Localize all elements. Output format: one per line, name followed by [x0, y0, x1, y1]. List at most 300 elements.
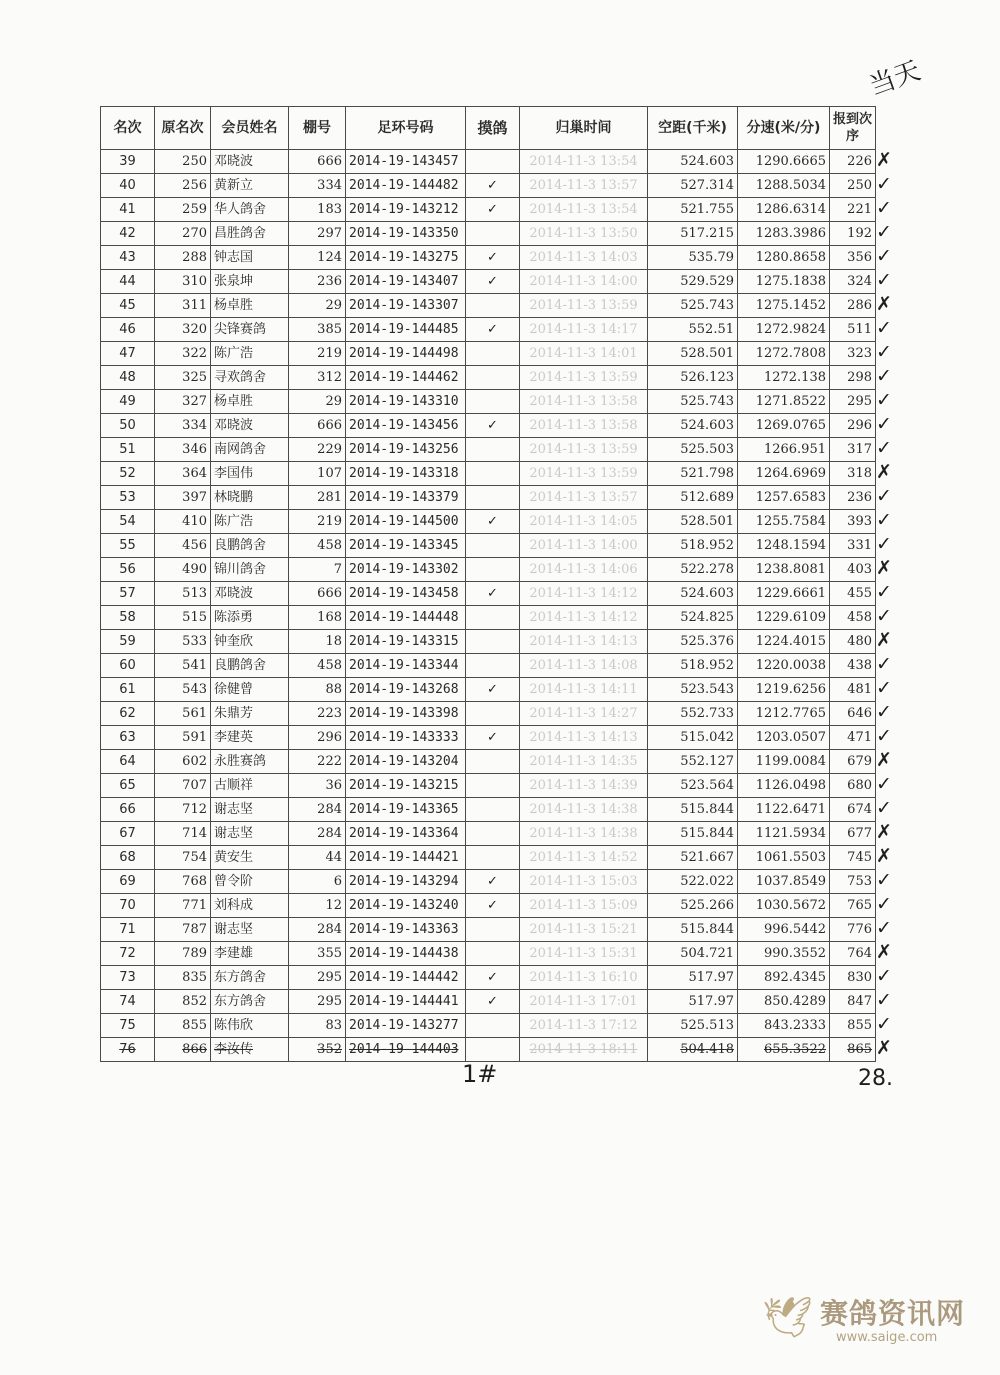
cell-loft-number: 284	[289, 918, 346, 942]
cell-report-order: 296	[830, 414, 876, 438]
cell-ring-number: 2014-19-144448	[346, 606, 466, 630]
cell-handled-mark	[466, 1014, 520, 1038]
cell-handled-mark	[466, 1038, 520, 1062]
cell-ring-number: 2014-19-143457	[346, 150, 466, 174]
cell-handled-mark: ✓	[466, 870, 520, 894]
cell-speed: 990.3552	[738, 942, 830, 966]
table-row	[101, 918, 876, 942]
cell-arrival-time: 2014-11-3 17:12	[520, 1014, 648, 1038]
cell-report-order: 323	[830, 342, 876, 366]
table-row	[101, 246, 876, 270]
cell-report-order: 356	[830, 246, 876, 270]
cell-member-name: 李建雄	[211, 942, 289, 966]
header-distance: 空距(千米)	[648, 107, 738, 150]
cell-member-name: 朱鼎芳	[211, 702, 289, 726]
cell-original-rank: 270	[155, 222, 211, 246]
table-row	[101, 678, 876, 702]
cell-arrival-time: 2014-11-3 13:57	[520, 486, 648, 510]
cell-rank: 54	[101, 510, 155, 534]
cell-report-order: 776	[830, 918, 876, 942]
cell-arrival-time: 2014-11-3 14:38	[520, 798, 648, 822]
side-check-mark-icon: ✓	[876, 341, 892, 363]
cell-rank: 56	[101, 558, 155, 582]
cell-rank: 59	[101, 630, 155, 654]
cell-original-rank: 320	[155, 318, 211, 342]
side-check-mark-icon: ✓	[876, 917, 892, 939]
handwritten-sheet-number: 1#	[462, 1060, 498, 1088]
cell-rank: 45	[101, 294, 155, 318]
cell-report-order: 680	[830, 774, 876, 798]
cell-rank: 62	[101, 702, 155, 726]
cell-report-order: 471	[830, 726, 876, 750]
side-check-column	[876, 148, 902, 1060]
cell-original-rank: 855	[155, 1014, 211, 1038]
cell-original-rank: 754	[155, 846, 211, 870]
cell-original-rank: 714	[155, 822, 211, 846]
cell-member-name: 陈伟欣	[211, 1014, 289, 1038]
side-cross-mark-icon: ✗	[876, 557, 892, 579]
cell-ring-number: 2014-19-144482	[346, 174, 466, 198]
cell-member-name: 刘科成	[211, 894, 289, 918]
cell-rank: 71	[101, 918, 155, 942]
table-row	[101, 270, 876, 294]
side-check-mark-icon: ✓	[876, 1013, 892, 1035]
cell-original-rank: 789	[155, 942, 211, 966]
cell-rank: 70	[101, 894, 155, 918]
cell-handled-mark	[466, 438, 520, 462]
cell-distance: 528.501	[648, 510, 738, 534]
cell-loft-number: 44	[289, 846, 346, 870]
cell-ring-number: 2014-19-143294	[346, 870, 466, 894]
cell-distance: 525.376	[648, 630, 738, 654]
cell-rank: 67	[101, 822, 155, 846]
cell-arrival-time: 2014-11-3 14:01	[520, 342, 648, 366]
cell-original-rank: 866	[155, 1038, 211, 1062]
cell-distance: 528.501	[648, 342, 738, 366]
header-handled: 摸鸽	[466, 107, 520, 150]
header-member-name: 会员姓名	[211, 107, 289, 150]
cell-loft-number: 219	[289, 342, 346, 366]
cell-arrival-time: 2014-11-3 14:13	[520, 630, 648, 654]
cell-handled-mark: ✓	[466, 966, 520, 990]
cell-member-name: 陈广浩	[211, 342, 289, 366]
cell-handled-mark: ✓	[466, 894, 520, 918]
cell-handled-mark: ✓	[466, 270, 520, 294]
cell-handled-mark	[466, 558, 520, 582]
cell-ring-number: 2014-19-143456	[346, 414, 466, 438]
cell-ring-number: 2014-19-144498	[346, 342, 466, 366]
cell-member-name: 徐健曾	[211, 678, 289, 702]
table-row	[101, 630, 876, 654]
cell-report-order: 403	[830, 558, 876, 582]
cell-ring-number: 2014-19-144442	[346, 966, 466, 990]
cell-speed: 1238.8081	[738, 558, 830, 582]
cell-speed: 655.3522	[738, 1038, 830, 1062]
header-arrival-time: 归巢时间	[520, 107, 648, 150]
cell-distance: 524.603	[648, 150, 738, 174]
cell-ring-number: 2014-19-144438	[346, 942, 466, 966]
cell-arrival-time: 2014-11-3 13:58	[520, 390, 648, 414]
cell-report-order: 324	[830, 270, 876, 294]
cell-distance: 524.603	[648, 582, 738, 606]
cell-member-name: 东方鸽舍	[211, 990, 289, 1014]
cell-loft-number: 223	[289, 702, 346, 726]
cell-loft-number: 29	[289, 390, 346, 414]
cell-loft-number: 124	[289, 246, 346, 270]
cell-member-name: 邓晓波	[211, 414, 289, 438]
cell-ring-number: 2014-19-143333	[346, 726, 466, 750]
cell-rank: 39	[101, 150, 155, 174]
cell-ring-number: 2014-19-143240	[346, 894, 466, 918]
cell-original-rank: 256	[155, 174, 211, 198]
cell-original-rank: 410	[155, 510, 211, 534]
table-row	[101, 846, 876, 870]
cell-distance: 521.755	[648, 198, 738, 222]
cell-rank: 43	[101, 246, 155, 270]
cell-original-rank: 602	[155, 750, 211, 774]
cell-distance: 525.513	[648, 1014, 738, 1038]
cell-speed: 1283.3986	[738, 222, 830, 246]
side-check-mark-icon: ✓	[876, 269, 892, 291]
cell-original-rank: 561	[155, 702, 211, 726]
cell-member-name: 杨卓胜	[211, 390, 289, 414]
cell-speed: 1266.951	[738, 438, 830, 462]
cell-rank: 53	[101, 486, 155, 510]
cell-original-rank: 712	[155, 798, 211, 822]
cell-rank: 41	[101, 198, 155, 222]
cell-report-order: 480	[830, 630, 876, 654]
cell-original-rank: 771	[155, 894, 211, 918]
cell-loft-number: 18	[289, 630, 346, 654]
side-cross-mark-icon: ✗	[876, 845, 892, 867]
side-check-mark-icon: ✓	[876, 197, 892, 219]
table-body	[101, 150, 876, 1062]
cell-member-name: 南网鸽舍	[211, 438, 289, 462]
cell-arrival-time: 2014-11-3 15:31	[520, 942, 648, 966]
cell-rank: 47	[101, 342, 155, 366]
cell-loft-number: 107	[289, 462, 346, 486]
cell-member-name: 陈广浩	[211, 510, 289, 534]
table-header-row	[101, 107, 876, 150]
cell-handled-mark	[466, 702, 520, 726]
cell-ring-number: 2014-19-144462	[346, 366, 466, 390]
cell-rank: 72	[101, 942, 155, 966]
cell-distance: 552.51	[648, 318, 738, 342]
cell-arrival-time: 2014-11-3 13:59	[520, 294, 648, 318]
cell-member-name: 张泉坤	[211, 270, 289, 294]
cell-arrival-time: 2014-11-3 13:54	[520, 150, 648, 174]
table-row	[101, 798, 876, 822]
cell-handled-mark	[466, 942, 520, 966]
side-check-mark-icon: ✓	[876, 605, 892, 627]
cell-ring-number: 2014-19-143318	[346, 462, 466, 486]
cell-handled-mark: ✓	[466, 678, 520, 702]
cell-distance: 504.721	[648, 942, 738, 966]
table-row	[101, 990, 876, 1014]
side-check-mark-icon: ✓	[876, 725, 892, 747]
side-check-mark-icon: ✓	[876, 389, 892, 411]
cell-ring-number: 2014-19-144441	[346, 990, 466, 1014]
cell-report-order: 250	[830, 174, 876, 198]
cell-distance: 525.743	[648, 390, 738, 414]
side-check-mark-icon: ✓	[876, 245, 892, 267]
cell-loft-number: 458	[289, 654, 346, 678]
side-cross-mark-icon: ✗	[876, 1037, 892, 1059]
cell-arrival-time: 2014-11-3 13:50	[520, 222, 648, 246]
cell-arrival-time: 2014-11-3 13:58	[520, 414, 648, 438]
cell-speed: 892.4345	[738, 966, 830, 990]
header-original-rank: 原名次	[155, 107, 211, 150]
cell-rank: 40	[101, 174, 155, 198]
cell-arrival-time: 2014-11-3 13:57	[520, 174, 648, 198]
cell-ring-number: 2014-19-143275	[346, 246, 466, 270]
cell-loft-number: 666	[289, 150, 346, 174]
cell-original-rank: 288	[155, 246, 211, 270]
cell-original-rank: 346	[155, 438, 211, 462]
cell-speed: 996.5442	[738, 918, 830, 942]
cell-handled-mark	[466, 798, 520, 822]
cell-handled-mark	[466, 222, 520, 246]
cell-report-order: 855	[830, 1014, 876, 1038]
cell-distance: 515.844	[648, 798, 738, 822]
cell-original-rank: 325	[155, 366, 211, 390]
cell-loft-number: 295	[289, 990, 346, 1014]
cell-rank: 52	[101, 462, 155, 486]
side-check-mark-icon: ✓	[876, 797, 892, 819]
cell-handled-mark: ✓	[466, 990, 520, 1014]
cell-ring-number: 2014-19-144500	[346, 510, 466, 534]
cell-loft-number: 222	[289, 750, 346, 774]
cell-member-name: 谢志坚	[211, 798, 289, 822]
cell-distance: 526.123	[648, 366, 738, 390]
cell-speed: 1255.7584	[738, 510, 830, 534]
cell-distance: 525.743	[648, 294, 738, 318]
cell-rank: 57	[101, 582, 155, 606]
cell-ring-number: 2014-19-144421	[346, 846, 466, 870]
cell-arrival-time: 2014-11-3 13:59	[520, 462, 648, 486]
cell-handled-mark	[466, 846, 520, 870]
cell-speed: 1122.6471	[738, 798, 830, 822]
cell-rank: 65	[101, 774, 155, 798]
watermark-url: www.saige.com	[836, 1330, 938, 1345]
cell-distance: 518.952	[648, 534, 738, 558]
cell-rank: 74	[101, 990, 155, 1014]
table-row	[101, 1014, 876, 1038]
cell-speed: 1224.4015	[738, 630, 830, 654]
cell-member-name: 寻欢鸽舍	[211, 366, 289, 390]
cell-handled-mark: ✓	[466, 198, 520, 222]
cell-distance: 515.844	[648, 918, 738, 942]
cell-ring-number: 2014-19-143212	[346, 198, 466, 222]
table-row	[101, 1038, 876, 1062]
table-row	[101, 558, 876, 582]
cell-loft-number: 236	[289, 270, 346, 294]
cell-report-order: 221	[830, 198, 876, 222]
cell-arrival-time: 2014-11-3 14:52	[520, 846, 648, 870]
cell-report-order: 753	[830, 870, 876, 894]
cell-distance: 525.266	[648, 894, 738, 918]
cell-ring-number: 2014-19-143363	[346, 918, 466, 942]
cell-distance: 525.503	[648, 438, 738, 462]
cell-ring-number: 2014-19-143310	[346, 390, 466, 414]
cell-report-order: 677	[830, 822, 876, 846]
cell-member-name: 谢志坚	[211, 918, 289, 942]
cell-member-name: 东方鸽舍	[211, 966, 289, 990]
cell-handled-mark	[466, 150, 520, 174]
side-check-mark-icon: ✓	[876, 365, 892, 387]
cell-ring-number: 2014-19-143315	[346, 630, 466, 654]
cell-report-order: 865	[830, 1038, 876, 1062]
cell-handled-mark	[466, 294, 520, 318]
cell-report-order: 295	[830, 390, 876, 414]
cell-loft-number: 458	[289, 534, 346, 558]
cell-handled-mark	[466, 654, 520, 678]
cell-original-rank: 334	[155, 414, 211, 438]
cell-distance: 521.798	[648, 462, 738, 486]
cell-distance: 521.667	[648, 846, 738, 870]
cell-report-order: 847	[830, 990, 876, 1014]
cell-ring-number: 2014-19-143350	[346, 222, 466, 246]
cell-arrival-time: 2014-11-3 16:10	[520, 966, 648, 990]
header-report-order: 报到次序	[830, 107, 876, 150]
cell-report-order: 331	[830, 534, 876, 558]
cell-member-name: 李建英	[211, 726, 289, 750]
cell-member-name: 良鹏鸽舍	[211, 654, 289, 678]
cell-handled-mark: ✓	[466, 174, 520, 198]
cell-arrival-time: 2014-11-3 14:08	[520, 654, 648, 678]
side-check-mark-icon: ✓	[876, 173, 892, 195]
cell-rank: 42	[101, 222, 155, 246]
cell-original-rank: 835	[155, 966, 211, 990]
cell-speed: 1030.5672	[738, 894, 830, 918]
cell-member-name: 尖锋赛鸽	[211, 318, 289, 342]
cell-distance: 535.79	[648, 246, 738, 270]
cell-speed: 1272.7808	[738, 342, 830, 366]
cell-speed: 1212.7765	[738, 702, 830, 726]
cell-arrival-time: 2014-11-3 14:05	[520, 510, 648, 534]
cell-ring-number: 2014-19-143379	[346, 486, 466, 510]
cell-speed: 1286.6314	[738, 198, 830, 222]
cell-member-name: 李汝传	[211, 1038, 289, 1062]
cell-arrival-time: 2014-11-3 13:59	[520, 366, 648, 390]
cell-rank: 60	[101, 654, 155, 678]
side-cross-mark-icon: ✗	[876, 749, 892, 771]
cell-arrival-time: 2014-11-3 14:03	[520, 246, 648, 270]
cell-arrival-time: 2014-11-3 15:09	[520, 894, 648, 918]
cell-report-order: 298	[830, 366, 876, 390]
header-ring-number: 足环号码	[346, 107, 466, 150]
cell-speed: 1229.6661	[738, 582, 830, 606]
table-row	[101, 462, 876, 486]
cell-ring-number: 2014-19-143365	[346, 798, 466, 822]
cell-loft-number: 36	[289, 774, 346, 798]
cell-distance: 524.825	[648, 606, 738, 630]
cell-loft-number: 168	[289, 606, 346, 630]
cell-handled-mark	[466, 486, 520, 510]
side-check-mark-icon: ✓	[876, 989, 892, 1011]
table-row	[101, 222, 876, 246]
table-row	[101, 702, 876, 726]
race-results-table	[100, 106, 876, 1062]
cell-speed: 1271.8522	[738, 390, 830, 414]
side-check-mark-icon: ✓	[876, 485, 892, 507]
cell-rank: 61	[101, 678, 155, 702]
cell-speed: 850.4289	[738, 990, 830, 1014]
side-cross-mark-icon: ✗	[876, 461, 892, 483]
cell-distance: 524.603	[648, 414, 738, 438]
cell-rank: 69	[101, 870, 155, 894]
cell-loft-number: 666	[289, 582, 346, 606]
cell-member-name: 杨卓胜	[211, 294, 289, 318]
cell-original-rank: 311	[155, 294, 211, 318]
cell-speed: 1199.0084	[738, 750, 830, 774]
cell-distance: 522.022	[648, 870, 738, 894]
cell-ring-number: 2014-19-143204	[346, 750, 466, 774]
cell-original-rank: 327	[155, 390, 211, 414]
cell-arrival-time: 2014-11-3 14:27	[520, 702, 648, 726]
cell-report-order: 481	[830, 678, 876, 702]
cell-report-order: 236	[830, 486, 876, 510]
cell-rank: 44	[101, 270, 155, 294]
cell-speed: 1203.0507	[738, 726, 830, 750]
cell-original-rank: 250	[155, 150, 211, 174]
cell-distance: 517.97	[648, 990, 738, 1014]
cell-member-name: 华人鸽舍	[211, 198, 289, 222]
cell-handled-mark	[466, 462, 520, 486]
cell-member-name: 黄新立	[211, 174, 289, 198]
cell-speed: 1229.6109	[738, 606, 830, 630]
cell-report-order: 830	[830, 966, 876, 990]
cell-distance: 512.689	[648, 486, 738, 510]
cell-original-rank: 310	[155, 270, 211, 294]
table-row	[101, 966, 876, 990]
cell-loft-number: 6	[289, 870, 346, 894]
table-row	[101, 486, 876, 510]
cell-speed: 1275.1452	[738, 294, 830, 318]
cell-handled-mark	[466, 390, 520, 414]
cell-handled-mark	[466, 342, 520, 366]
cell-report-order: 679	[830, 750, 876, 774]
cell-ring-number: 2014-19-143345	[346, 534, 466, 558]
cell-report-order: 286	[830, 294, 876, 318]
cell-distance: 523.564	[648, 774, 738, 798]
table-row	[101, 414, 876, 438]
cell-member-name: 钟志国	[211, 246, 289, 270]
cell-distance: 552.733	[648, 702, 738, 726]
cell-report-order: 192	[830, 222, 876, 246]
cell-ring-number: 2014-19-143364	[346, 822, 466, 846]
cell-member-name: 邓晓波	[211, 150, 289, 174]
table-row	[101, 750, 876, 774]
table-row	[101, 654, 876, 678]
cell-ring-number: 2014-19-143407	[346, 270, 466, 294]
cell-original-rank: 543	[155, 678, 211, 702]
cell-original-rank: 591	[155, 726, 211, 750]
cell-loft-number: 281	[289, 486, 346, 510]
cell-loft-number: 297	[289, 222, 346, 246]
cell-rank: 66	[101, 798, 155, 822]
cell-distance: 515.042	[648, 726, 738, 750]
cell-ring-number: 2014-19-144403	[346, 1038, 466, 1062]
cell-ring-number: 2014-19-143277	[346, 1014, 466, 1038]
cell-distance: 527.314	[648, 174, 738, 198]
side-cross-mark-icon: ✗	[876, 821, 892, 843]
cell-original-rank: 768	[155, 870, 211, 894]
cell-distance: 552.127	[648, 750, 738, 774]
cell-rank: 75	[101, 1014, 155, 1038]
side-check-mark-icon: ✓	[876, 869, 892, 891]
cell-original-rank: 513	[155, 582, 211, 606]
